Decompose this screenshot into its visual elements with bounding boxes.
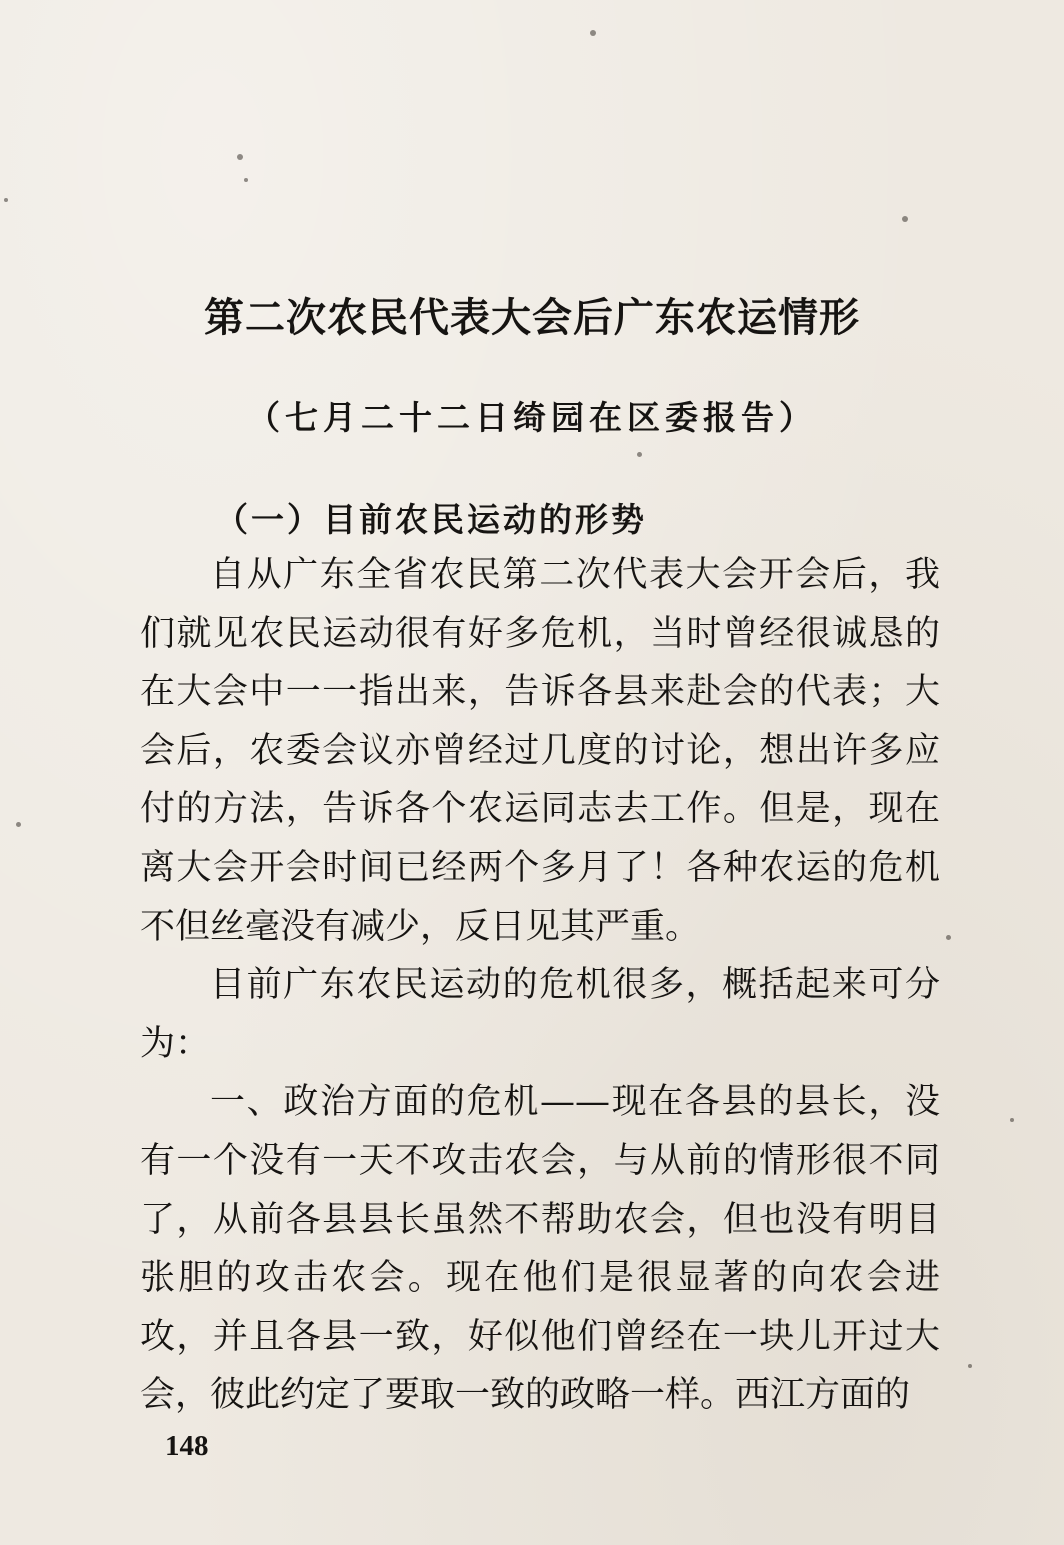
paper-speck (237, 154, 243, 160)
page-number: 148 (165, 1430, 209, 1462)
paper-speck (637, 452, 642, 457)
paper-speck (244, 178, 248, 182)
document-subtitle: （七月二十二日绮园在区委报告） (247, 398, 817, 437)
paper-speck (902, 216, 908, 222)
paper-speck (4, 198, 8, 202)
document-title: 第二次农民代表大会后广东农运情形 (204, 294, 860, 341)
paper-speck (590, 30, 596, 36)
section-heading: （一）目前农民运动的形势 (215, 500, 647, 539)
body-text (140, 546, 940, 1425)
paper-speck (1010, 1118, 1014, 1122)
paragraph: 目前广东农民运动的危机很多，概括起来可分为： (140, 965, 940, 1064)
paper-speck (946, 935, 951, 940)
paper-speck (968, 1364, 972, 1368)
paragraph: 自从广东全省农民第二次代表大会开会后，我们就见农民运动很有好多危机，当时曾经很诚恳的在大会中一一指出来，告诉各县来赴会的代表；大会后，农委会议亦曾经过几度的讨论，想出许多应付的方法，告诉各个农运同志去工作。但是，现在离大会开会时间已经两个多月了！各种农运的危机不但丝毫没有减少，反日见其严重。 (140, 555, 940, 947)
paragraph: 一、政治方面的危机——现在各县的县长，没有一个没有一天不攻击农会，与从前的情形很不同了，从前各县县长虽然不帮助农会，但也没有明目张胆的攻击农会。现在他们是很显著的向农会进攻，并且各县一致，好似他们曾经在一块儿开过大会，彼此约定了要取一致的政略一样。西江方面的 (140, 1082, 940, 1416)
paper-speck (16, 822, 21, 827)
